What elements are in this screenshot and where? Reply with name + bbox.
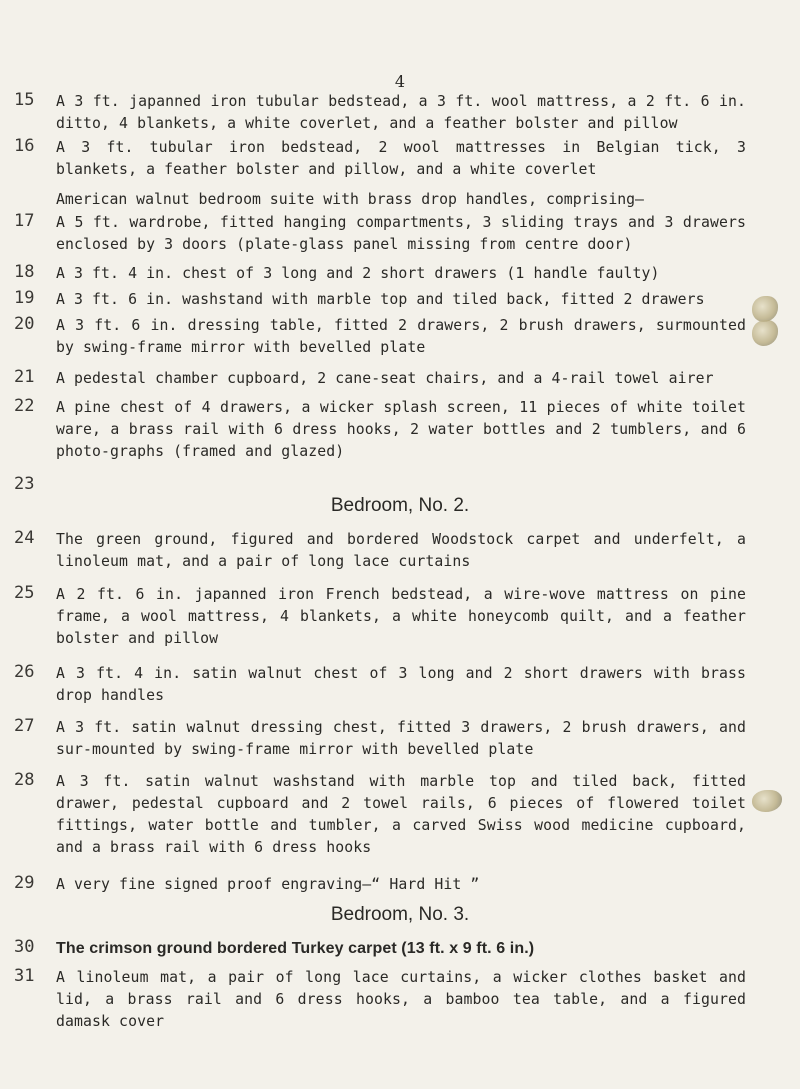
lot-description: The green ground, figured and bordered Woodstock carpet and underfelt, a linoleum mat, and a pair of long lace curtains — [56, 531, 746, 570]
lot-description: A 3 ft. 6 in. washstand with marble top and tiled back, fitted 2 drawers — [56, 291, 705, 308]
lot-description: A 2 ft. 6 in. japanned iron French bedstead, a wire-wove mattress on pine frame, a wool mattress, 4 blankets, a white honeycomb quilt, and a feather bolster and pillow — [56, 586, 746, 647]
lot-description: The crimson ground bordered Turkey carpet (13 ft. x 9 ft. 6 in.) — [56, 940, 535, 957]
lot-number: 16 — [14, 136, 35, 156]
lot-description: A pine chest of 4 drawers, a wicker splash screen, 11 pieces of white toilet ware, a brass rail with 6 dress hooks, 2 water bottles and 2 tumblers, and 6 photo-graphs (framed and glazed) — [56, 399, 746, 460]
lot-description: A 5 ft. wardrobe, fitted hanging compartments, 3 sliding trays and 3 drawers enclosed by 3 doors (plate-glass panel missing from centre door) — [56, 214, 746, 253]
section-heading-bedroom-3: Bedroom, No. 3. — [330, 904, 470, 925]
lot-number: 25 — [14, 583, 35, 603]
lot-number: 22 — [14, 396, 35, 416]
lot-description: A pedestal chamber cupboard, 2 cane-seat chairs, and a 4-rail towel airer — [56, 370, 714, 387]
lot-description: A 3 ft. satin walnut washstand with marble top and tiled back, fitted drawer, pedestal cupboard and 2 towel rails, 6 pieces of flowered toilet fittings, water bottle and tumbler, a carved Swiss wood medicine cupboard, and a brass rail with 6 dress hooks — [56, 773, 746, 856]
lot-number: 28 — [14, 770, 35, 790]
lot-description: A 3 ft. 4 in. satin walnut chest of 3 long and 2 short drawers with brass drop handles — [56, 665, 746, 704]
lot-number: 18 — [14, 262, 35, 282]
lot-number: 17 — [14, 211, 35, 231]
lot-number: 23 — [14, 474, 35, 494]
section-heading-bedroom-2: Bedroom, No. 2. — [330, 495, 470, 516]
suite-subheading: American walnut bedroom suite with brass drop handles, comprising— — [56, 191, 644, 208]
lot-description: A 3 ft. japanned iron tubular bedstead, a 3 ft. wool mattress, a 2 ft. 6 in. ditto, 4 blankets, a white coverlet, and a feather bolster and pillow — [56, 93, 746, 132]
lot-number: 21 — [14, 367, 35, 387]
lot-number: 27 — [14, 716, 35, 736]
lot-number: 15 — [14, 90, 35, 110]
lot-description: A 3 ft. tubular iron bedstead, 2 wool mattresses in Belgian tick, 3 blankets, a feather bolster and pillow, and a white coverlet — [56, 139, 746, 178]
lot-number: 30 — [14, 937, 35, 957]
lot-number: 24 — [14, 528, 35, 548]
lot-number: 31 — [14, 966, 35, 986]
lot-description: A linoleum mat, a pair of long lace curtains, a wicker clothes basket and lid, a brass rail and 6 dress hooks, a bamboo tea table, and a figured damask cover — [56, 969, 746, 1030]
lot-description: A 3 ft. satin walnut dressing chest, fitted 3 drawers, 2 brush drawers, and sur-mounted by swing-frame mirror with bevelled plate — [56, 719, 746, 758]
lot-description: A 3 ft. 4 in. chest of 3 long and 2 short drawers (1 handle faulty) — [56, 265, 660, 282]
lot-number: 29 — [14, 873, 35, 893]
lot-description: A very fine signed proof engraving—“ Hard Hit ” — [56, 876, 480, 893]
lot-description: A 3 ft. 6 in. dressing table, fitted 2 drawers, 2 brush drawers, surmounted by swing-frame mirror with bevelled plate — [56, 317, 746, 356]
page-number: 4 — [394, 72, 406, 91]
lot-number: 19 — [14, 288, 35, 308]
lot-number: 26 — [14, 662, 35, 682]
lot-number: 20 — [14, 314, 35, 334]
